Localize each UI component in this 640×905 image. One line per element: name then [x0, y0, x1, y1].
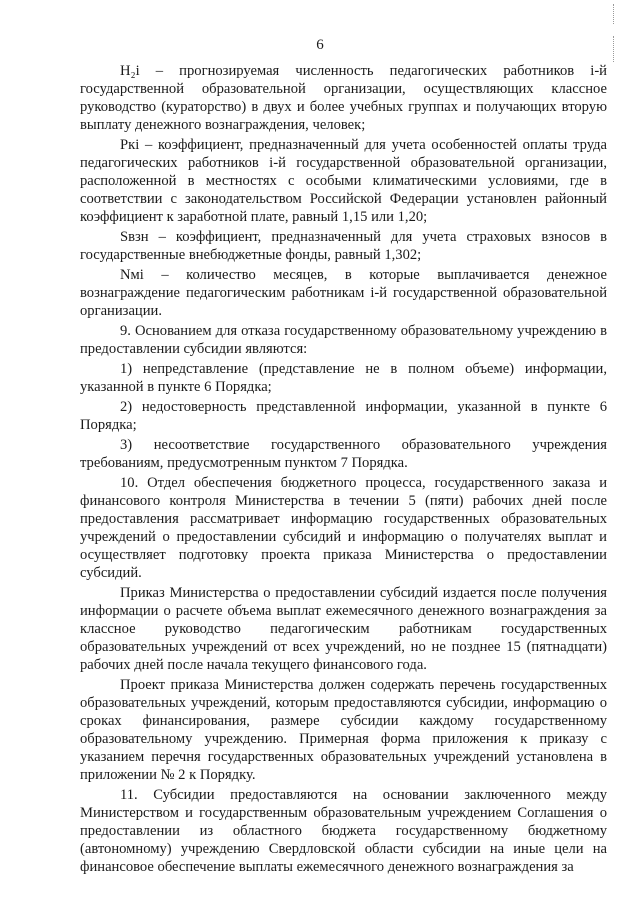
list-item-9-1: 1) непредставление (представление не в полном объеме) информации, указанной в пункте 6 Порядка;	[80, 361, 607, 395]
paragraph-order-issuance: Приказ Министерства о предоставлении субсидий издается после получения информации о расчете объема выплат ежемесячного денежного вознаграждения за классное руководство педагогическим работникам государственных образовательных учреждений от всех учреждений, но не позднее 15 (пятнадцати) рабочих дней после начала текущего финансового года.	[80, 585, 607, 673]
paragraph-clause-9: 9. Основанием для отказа государственному образовательному учреждению в предоставлении субсидии являются:	[80, 323, 607, 357]
document-body	[80, 62, 607, 876]
paragraph-svzn-definition: Sвзн – коэффициент, предназначенный для учета страховых взносов в государственные внебюджетные фонды, равный 1,302;	[80, 229, 607, 263]
paragraph-clause-11: 11. Субсидии предоставляются на основании заключенного между Министерством и государственным образовательным учреждением Соглашения о предоставлении из областного бюджета государственному бюджетному (автономному) учреждению Свердловской области субсидии на иные цели на финансовое обеспечение выплаты ежемесячного денежного вознаграждения за	[80, 787, 607, 875]
page-number: 6	[316, 37, 324, 53]
scan-edge-mark	[613, 4, 614, 24]
list-item-9-2: 2) недостоверность представленной информации, указанной в пункте 6 Порядка;	[80, 399, 607, 433]
paragraph-nmi-definition: Nмi – количество месяцев, в которые выплачивается денежное вознаграждение педагогическим работникам i-й государственной образовательной организации.	[80, 267, 607, 319]
paragraph-clause-10: 10. Отдел обеспечения бюджетного процесса, государственного заказа и финансового контроля Министерства в течении 5 (пяти) рабочих дней после предоставления рассматривает информацию государственных образовательных учреждений о предоставлении субсидий и информацию о получателях выплат и осуществляет подготовку проекта приказа Министерства о предоставлении субсидий.	[80, 475, 607, 581]
paragraph-h2i-definition: H₂i – прогнозируемая численность педагогических работников i-й государственной образовательной организации, осуществляющих классное руководство (кураторство) в двух и более учебных группах и получающих вторую выплату денежного вознаграждения, человек;	[80, 63, 607, 133]
paragraph-rki-definition: Pкi – коэффициент, предназначенный для учета особенностей оплаты труда педагогических работников i-й государственной образовательной организации, расположенной в местностях с особыми климатическими условиями, где в соответствии с законодательством Российской Федерации установлен районный коэффициент к заработной плате, равный 1,15 или 1,20;	[80, 137, 607, 225]
list-item-9-3: 3) несоответствие государственного образовательного учреждения требованиям, предусмотренным пунктом 7 Порядка.	[80, 437, 607, 471]
paragraph-order-draft: Проект приказа Министерства должен содержать перечень государственных образовательных учреждений, которым предоставляются субсидии, информацию о сроках финансирования, размере субсидии каждому государственному образовательному учреждению. Примерная форма приложения к приказу с указанием перечня государственных образовательных учреждений установлена в приложении № 2 к Порядку.	[80, 677, 607, 783]
